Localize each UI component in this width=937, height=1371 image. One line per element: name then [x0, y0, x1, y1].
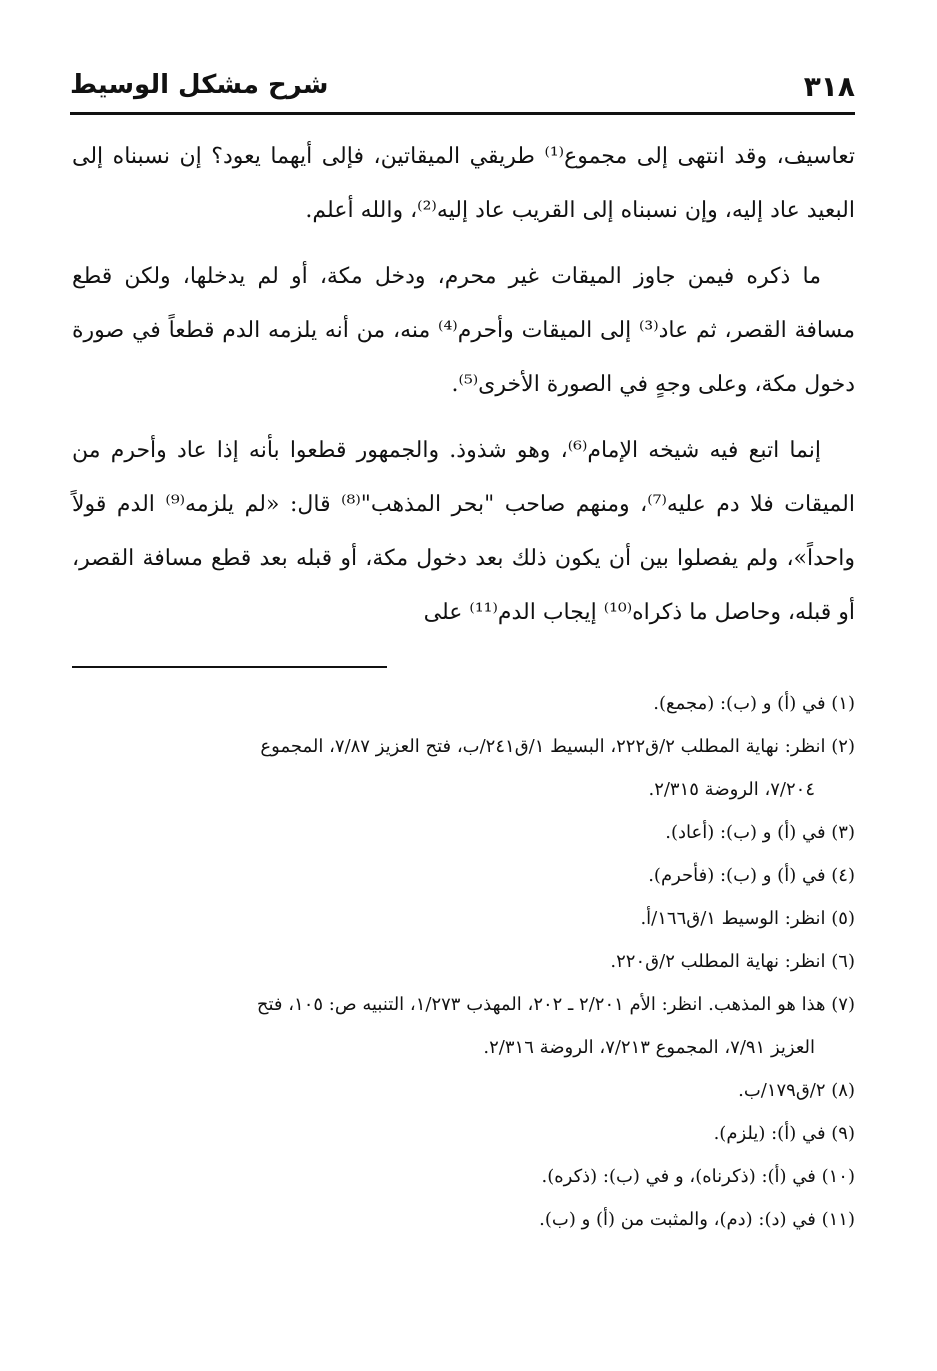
footnote: (٧) هذا هو المذهب. انظر: الأم ٢/٢٠١ ـ ٢٠٢، المهذب ١/٢٧٣، التنبيه ص: ١٠٥، فتح: [256, 994, 855, 1015]
page-number: ٣١٨: [803, 70, 855, 103]
footnote: (٩) في (أ): (يلزم).: [713, 1123, 855, 1144]
footnote-continuation: ٧/٢٠٤، الروضة ٢/٣١٥.: [648, 779, 815, 800]
footnote-continuation: العزيز ٧/٩١، المجموع ٧/٢١٣، الروضة ٢/٣١٦.: [483, 1037, 815, 1058]
page-header: [70, 64, 855, 104]
footnote: (٣) في (أ) و (ب): (أعاد).: [665, 822, 855, 843]
paragraph: ما ذكره فيمن جاوز الميقات غير محرم، ودخل مكة، أو لم يدخلها، ولكن قطع مسافة القصر، ثم عاد⁽³⁾ إلى الميقات وأحرم⁽⁴⁾ منه، من أنه يلزمه الدم قطعاً في صورة دخول مكة، وعلى وجهٍ في الصورة الأخرى⁽⁵⁾.: [72, 264, 855, 397]
paragraph: إنما اتبع فيه شيخه الإمام⁽⁶⁾، وهو شذوذ. والجمهور قطعوا بأنه إذا عاد وأحرم من الميقات فلا دم عليه⁽⁷⁾، ومنهم صاحب "بحر المذهب"⁽⁸⁾ قال: «لم يلزمه⁽⁹⁾ الدم قولاً واحداً»، ولم يفصلوا بين أن يكون ذلك بعد دخول مكة، أو قبله بعد قطع مسافة القصر، أو قبله، وحاصل ما ذكراه⁽¹⁰⁾ إيجاب الدم⁽¹¹⁾ على: [72, 438, 855, 625]
footnote-separator: [72, 666, 387, 668]
main-text: [72, 130, 855, 652]
footnote: (١١) في (د): (دم)، والمثبت من (أ) و (ب).: [539, 1209, 855, 1230]
running-title: شرح مشكل الوسيط: [70, 70, 329, 100]
footnote: (٤) في (أ) و (ب): (فأحرم).: [648, 865, 855, 886]
header-rule: [70, 112, 855, 115]
footnotes: [72, 682, 855, 1241]
footnote: (٨) ٢/ق١٧٩/ب.: [738, 1080, 855, 1101]
footnote: (٥) انظر: الوسيط ١/ق١٦٦/أ.: [640, 908, 855, 929]
footnote: (١٠) في (أ): (ذكرناه)، و في (ب): (ذكره).: [541, 1166, 855, 1187]
paragraph: تعاسيف، وقد انتهى إلى مجموع⁽¹⁾ طريقي الميقاتين، فإلى أيهما يعود؟ إن نسبناه إلى البعيد عاد إليه، وإن نسبناه إلى القريب عاد إليه⁽²⁾، والله أعلم.: [72, 144, 855, 223]
footnote: (٢) انظر: نهاية المطلب ٢/ق٢٢٢، البسيط ١/ق٢٤١/ب، فتح العزيز ٧/٨٧، المجموع: [260, 736, 855, 757]
footnote: (١) في (أ) و (ب): (مجمع).: [653, 693, 855, 714]
footnote: (٦) انظر: نهاية المطلب ٢/ق٢٢٠.: [610, 951, 855, 972]
